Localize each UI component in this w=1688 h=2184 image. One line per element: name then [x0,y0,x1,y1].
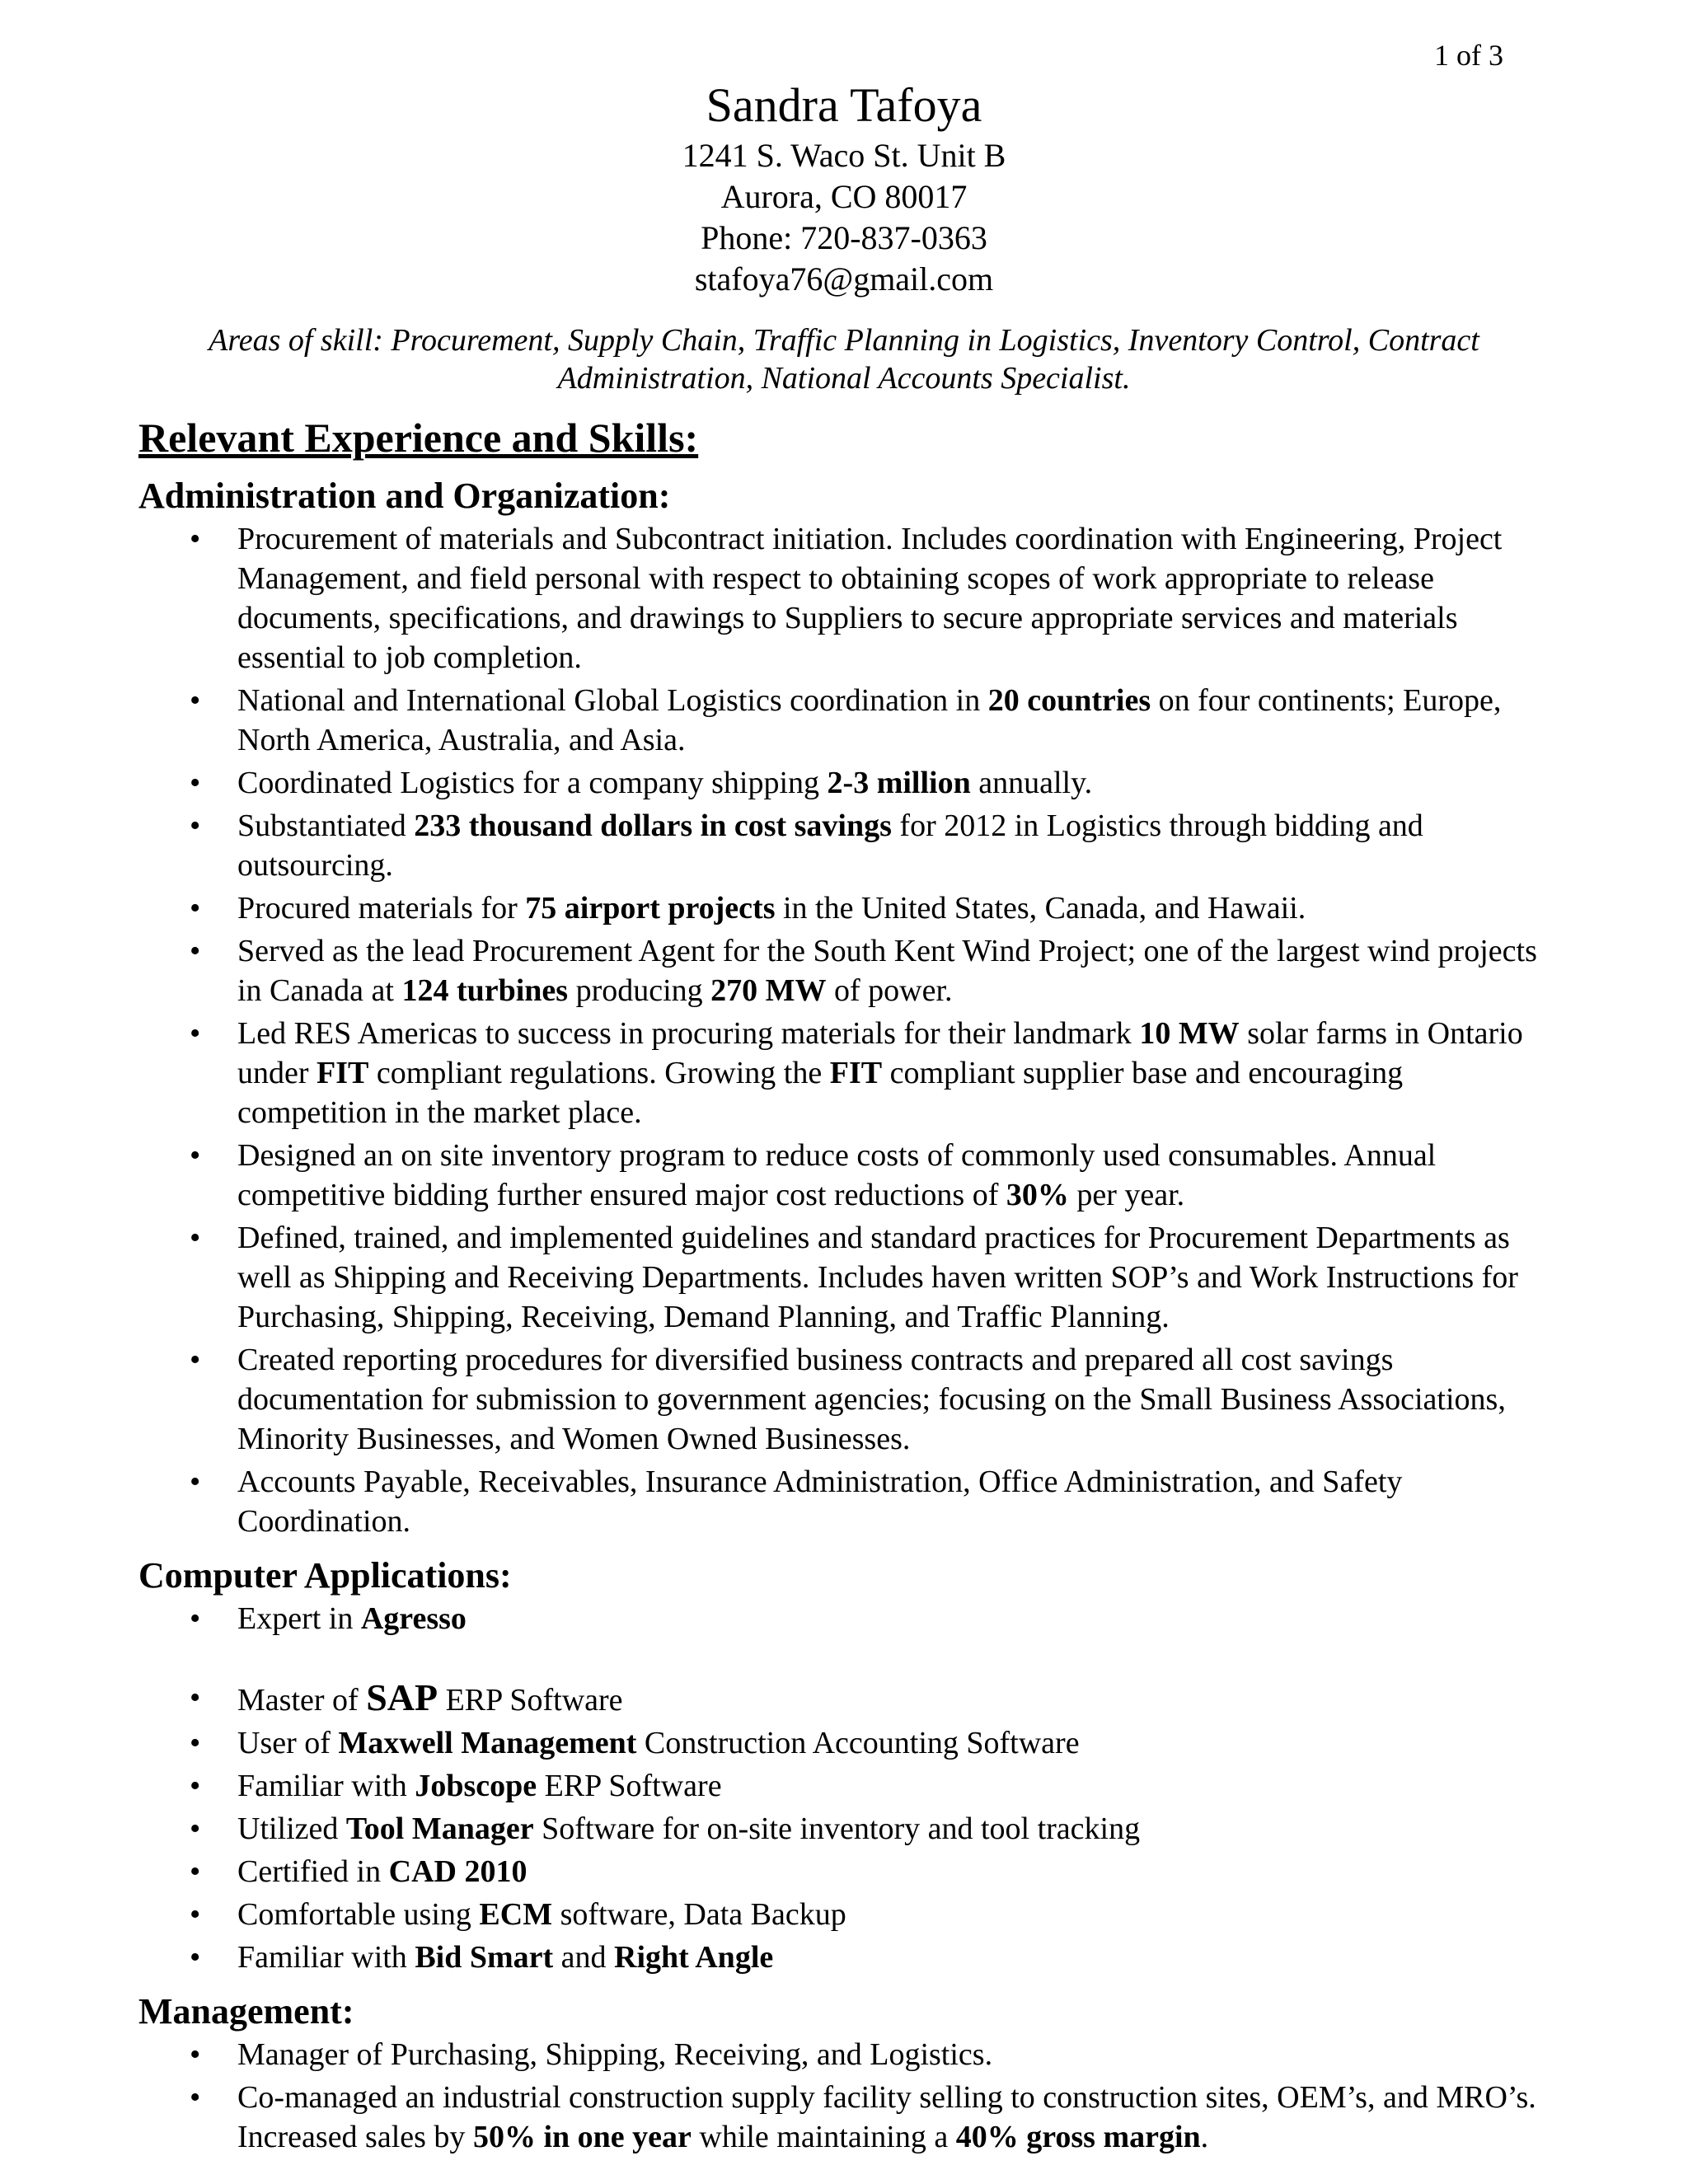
list-item: • Served as the lead Procurement Agent for the South Kent Wind Project; one of the largest wind projects in Canada at 124 turbines producing 270 MW of power. [138,931,1556,1010]
list-item: • Master of SAP ERP Software [138,1678,1556,1720]
list-item: • Certified in CAD 2010 [138,1852,1556,1891]
phone: Phone: 720-837-0363 [701,219,987,256]
list-item: • Co-managed an industrial construction supply facility selling to construction sites, OEM’s, and MRO’s. Increased sales by 50% in one year while maintaining a 40% gross margin. [138,2078,1556,2157]
list-item: • Familiar with Bid Smart and Right Angle [138,1938,1556,1977]
list-item: • Led RES Americas to success in procuring materials for their landmark 10 MW solar farms in Ontario under FIT compliant regulations. Growing the FIT compliant supplier base and encouraging competition in the market place. [138,1014,1556,1132]
resume-header [0,76,1688,300]
list-item: • National and International Global Logistics coordination in 20 countries on four continents; Europe, North America, Australia, and Asia. [138,681,1556,760]
candidate-name: Sandra Tafoya [706,78,982,132]
section-title: Relevant Experience and Skills: [138,415,699,461]
list-item: • Substantiated 233 thousand dollars in cost savings for 2012 in Logistics through bidding and outsourcing. [138,806,1556,885]
email: stafoya76@gmail.com [694,260,994,298]
admin-heading: Administration and Organization: [138,476,671,516]
address-line-2: Aurora, CO 80017 [720,178,968,215]
list-item: • Defined, trained, and implemented guidelines and standard practices for Procurement Departments as well as Shipping and Receiving Departments. Includes haven written SOP’s and Work Instructions for Purchasing, Shipping, Receiving, Demand Planning, and Traffic Planning. [138,1218,1556,1337]
management-heading: Management: [138,1991,354,2032]
list-item: • Designed an on site inventory program to reduce costs of commonly used consumables. Annual competitive bidding further ensured major cost reductions of 30% per year. [138,1136,1556,1215]
computer-heading: Computer Applications: [138,1555,512,1596]
address-line-1: 1241 S. Waco St. Unit B [682,137,1006,174]
list-item: • Familiar with Jobscope ERP Software [138,1766,1556,1806]
list-item: • Expert in Agresso [138,1599,1556,1638]
areas-of-skill-line-1: Areas of skill: Procurement, Supply Chain, Traffic Planning in Logistics, Inventory Control, Contract [209,323,1479,358]
list-item: • Created reporting procedures for diversified business contracts and prepared all cost savings documentation for submission to government agencies; focusing on the Small Business Associations, Minority Businesses, and Women Owned Businesses. [138,1340,1556,1459]
page-number: 1 of 3 [1434,39,1503,72]
areas-of-skill-line-2: Administration, National Accounts Specialist. [557,361,1131,396]
list-item: • Procured materials for 75 airport projects in the United States, Canada, and Hawaii. [138,888,1556,928]
management-list [138,2035,1556,2157]
computer-list [138,1599,1556,1977]
list-item: • Comfortable using ECM software, Data Backup [138,1895,1556,1934]
list-item: • Utilized Tool Manager Software for on-site inventory and tool tracking [138,1809,1556,1849]
list-item: • Coordinated Logistics for a company shipping 2-3 million annually. [138,763,1556,803]
list-item: • Manager of Purchasing, Shipping, Receiving, and Logistics. [138,2035,1556,2074]
admin-list [138,519,1556,1541]
list-item: • User of Maxwell Management Construction Accounting Software [138,1723,1556,1763]
resume-body [138,412,1556,2168]
list-item: • Procurement of materials and Subcontract initiation. Includes coordination with Engineering, Project Management, and field personal with respect to obtaining scopes of work appropriate to release documents, specifications, and drawings to Suppliers to secure appropriate services and materials essential to job completion. [138,519,1556,677]
list-item: • Accounts Payable, Receivables, Insurance Administration, Office Administration, and Safety Coordination. [138,1462,1556,1541]
areas-of-skill [124,321,1564,397]
